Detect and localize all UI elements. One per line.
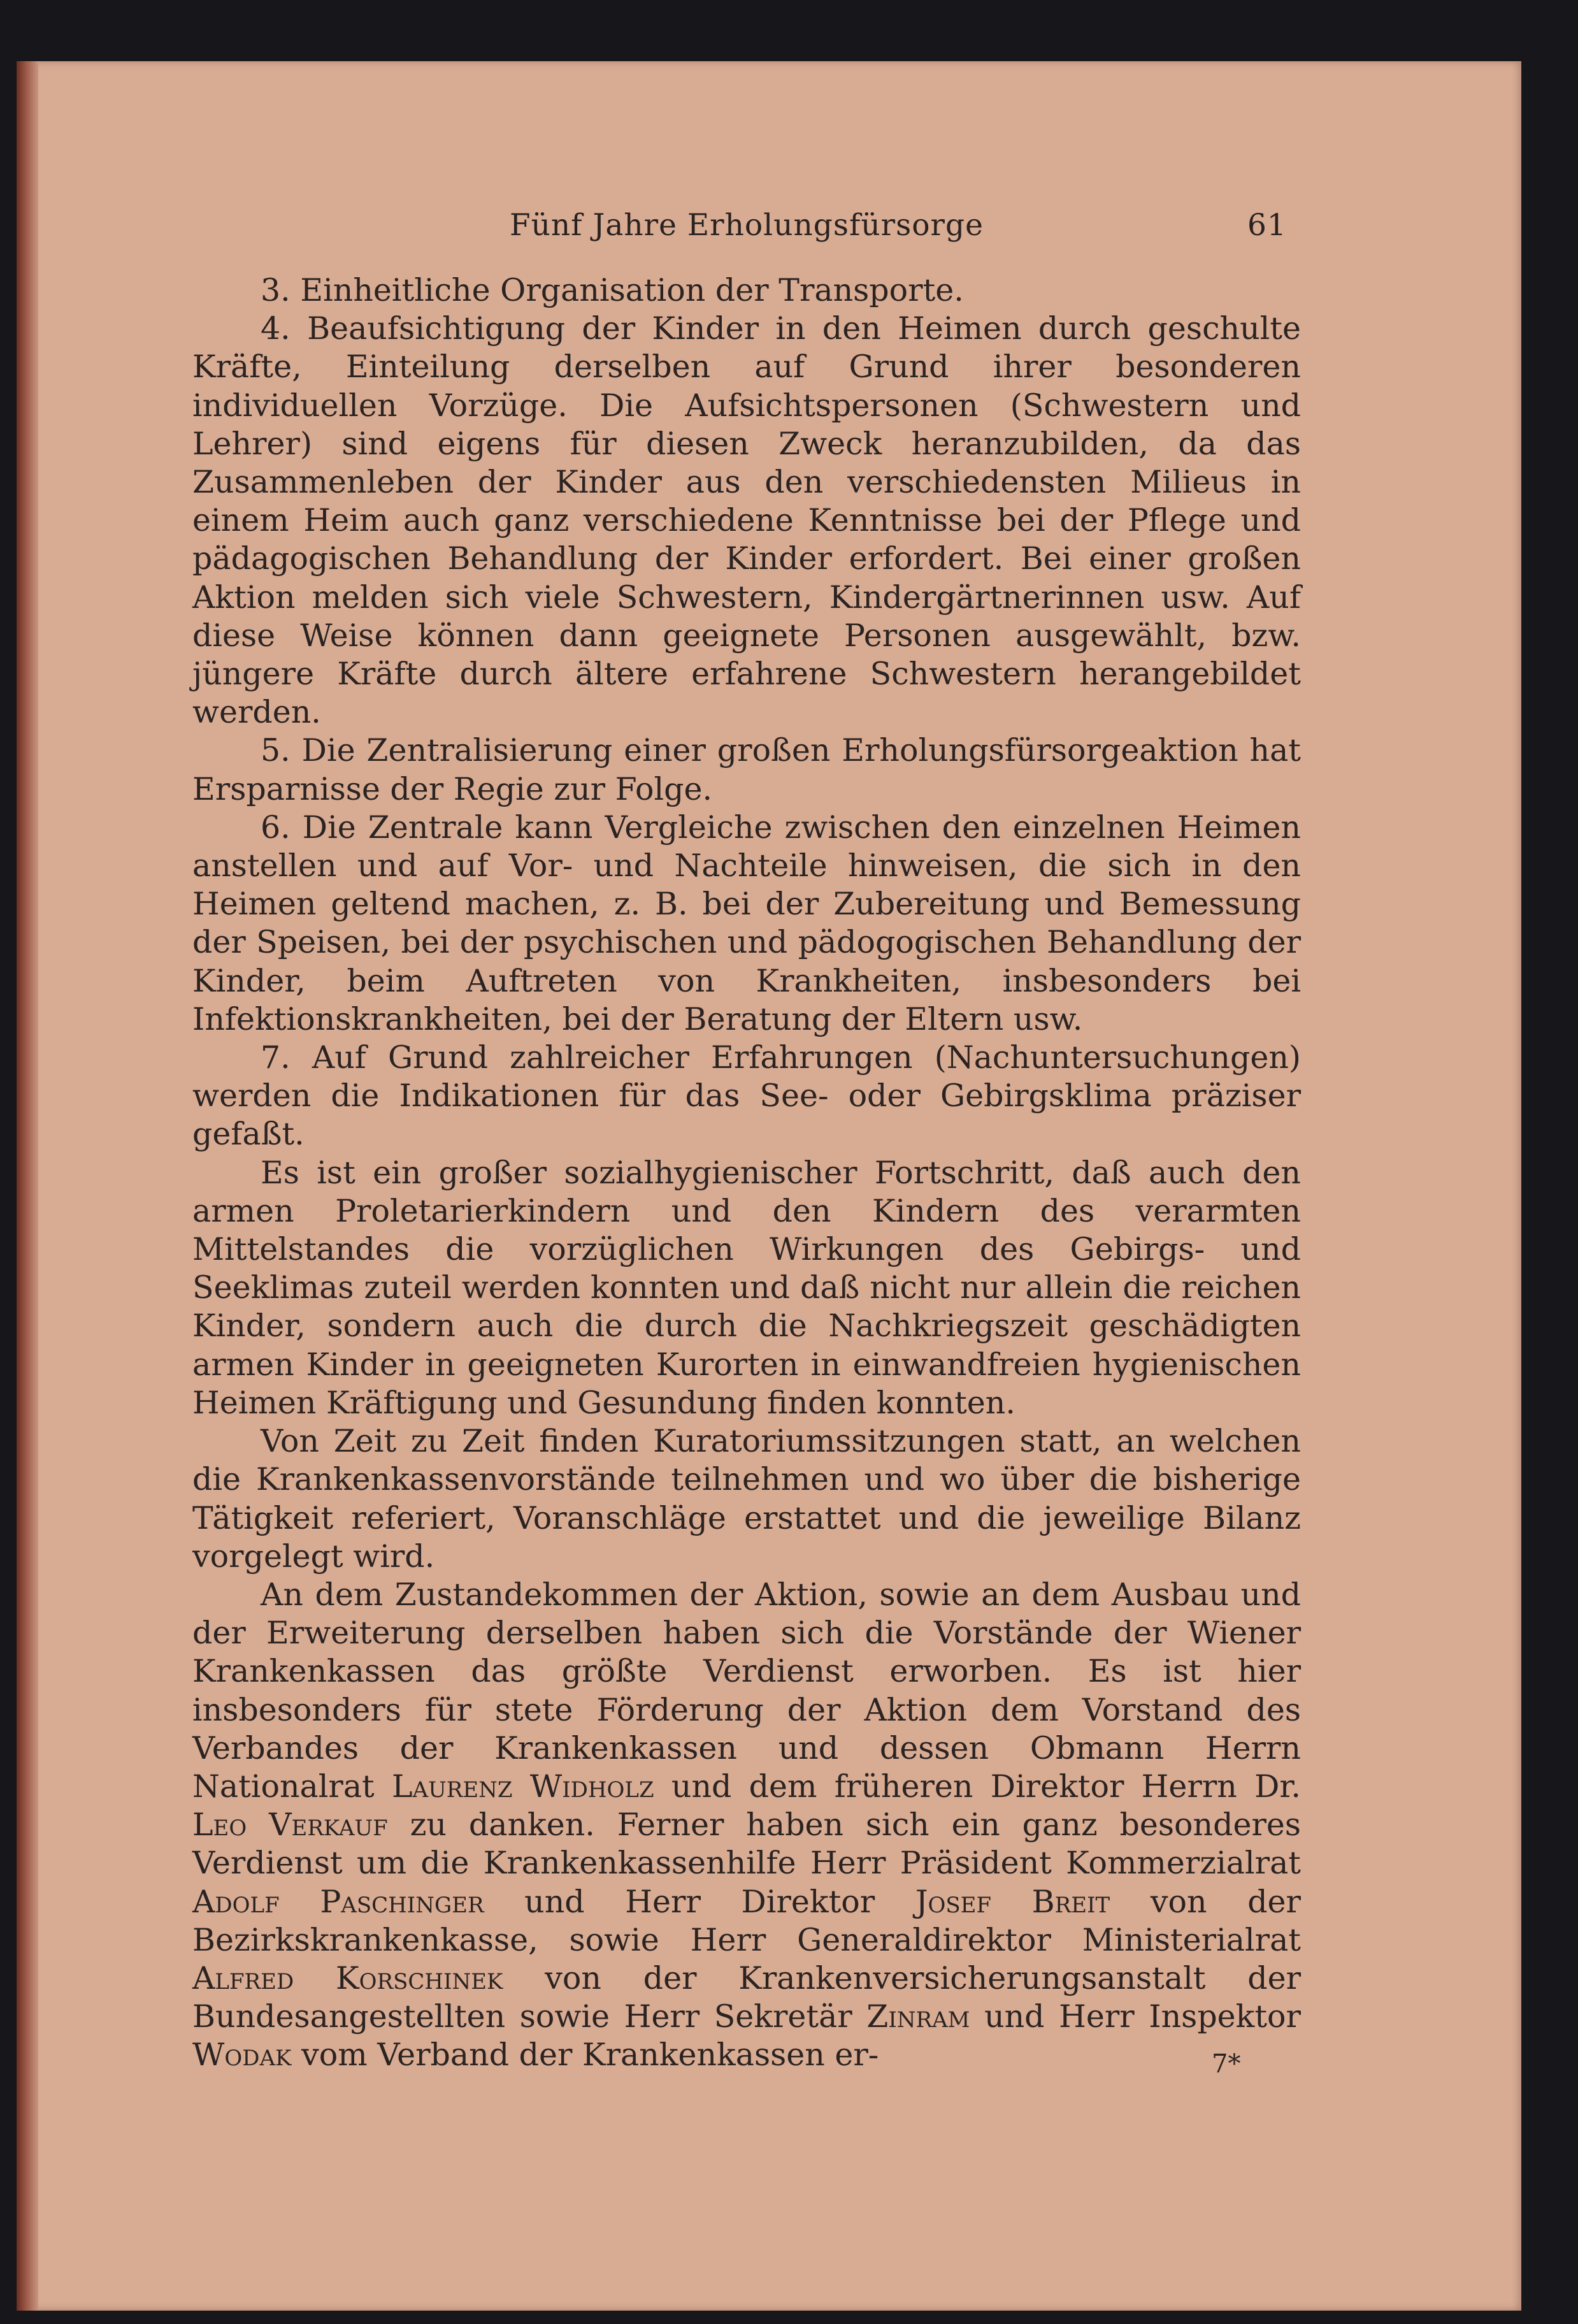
person-name: Zinram [866, 1998, 970, 2035]
text-run: und Herr Direktor [484, 1883, 915, 1920]
page-binding-edge [17, 61, 38, 2311]
text-run: zu danken. Ferner haben sich ein ganz besonderes Verdienst um die Krankenkassenhilfe Herr Präsident Kommerzialrat [192, 1807, 1302, 1882]
text-run: und dem früheren Direktor Herrn Dr. [654, 1768, 1301, 1805]
paragraph [192, 271, 1301, 310]
page-number: 61 [1247, 208, 1287, 243]
text-run: und Herr Inspektor [970, 1998, 1301, 2035]
text-run: Es ist ein großer sozialhygienischer Fortschritt, daß auch den armen Proletarierkindern und den Kindern des verarmten Mittelstandes die vorzüglichen Wirkungen des Gebirgs- und Seeklimas zuteil werden konnten und daß nicht nur allein die reichen Kinder, sondern auch die durch die Nachkriegszeit geschädigten armen Kinder in geeigneten Kurorten in einwandfreien hygienischen Heimen Kräftigung und Gesundung finden konnten. [192, 1154, 1301, 1421]
text-run: 6. Die Zentrale kann Vergleiche zwischen den einzelnen Heimen anstellen und auf Vor- und Nachteile hinweisen, die sich in den Heimen geltend machen, z. B. bei der Zubereitung und Bemessung der Speisen, bei der psychischen und pädogogischen Behandlung der Kinder, beim Auftreten von Krankheiten, insbesonders bei Infektionskrankheiten, bei der Beratung der Eltern usw. [192, 809, 1301, 1037]
person-name: Josef Breit [915, 1883, 1110, 1920]
text-run: Von Zeit zu Zeit finden Kuratoriumssitzungen statt, an welchen die Krankenkassenvorstände teilnehmen und wo über die bisherige Tätigkeit referiert, Voranschläge erstattet und die jeweilige Bilanz vorgelegt wird. [192, 1423, 1301, 1575]
paragraph [192, 310, 1301, 732]
text-run: 7. Auf Grund zahlreicher Erfahrungen (Nachuntersuchungen) werden die Indikationen für das See- oder Gebirgsklima präziser gefaßt. [192, 1039, 1301, 1153]
paragraph [192, 1154, 1301, 1422]
paragraph [192, 1576, 1301, 2075]
paragraph [192, 732, 1301, 808]
book-page [17, 61, 1521, 2311]
person-name: Alfred Korschinek [192, 1960, 503, 1996]
printer-signature-mark: 7* [1212, 2049, 1241, 2079]
text-run: von der Krankenversicherungsanstalt der Bundesangestellten sowie Herr Sekretär [192, 1960, 1302, 2035]
text-run: 3. Einheitliche Organisation der Transporte. [261, 272, 964, 308]
text-run: vom Verband der Krankenkassen er- [291, 2037, 879, 2074]
text-run: 5. Die Zentralisierung einer großen Erholungsfürsorgeaktion hat Ersparnisse der Regie zur Folge. [192, 732, 1301, 807]
text-run: von der Bezirkskrankenkasse, sowie Herr Generaldirektor Ministerialrat [192, 1883, 1301, 1958]
person-name: Adolf Paschinger [192, 1883, 484, 1920]
body-text [192, 271, 1301, 2075]
person-name: Laurenz Widholz [392, 1768, 654, 1805]
running-header-title: Fünf Jahre Erholungsfürsorge [510, 208, 984, 243]
paragraph [192, 1039, 1301, 1154]
paragraph [192, 809, 1301, 1039]
person-name: Wodak [192, 2037, 292, 2074]
paragraph [192, 1422, 1301, 1576]
text-run: 4. Beaufsichtigung der Kinder in den Heimen durch geschulte Kräfte, Einteilung derselben auf Grund ihrer besonderen individuellen Vorzüge. Die Aufsichtspersonen (Schwestern und Lehrer) sind eigens für diesen Zweck heranzubilden, da das Zusammenleben der Kinder aus den verschiedensten Milieus in einem Heim auch ganz verschiedene Kenntnisse bei der Pflege und pädagogischen Behandlung der Kinder erfordert. Bei einer großen Aktion melden sich viele Schwestern, Kindergärtnerinnen usw. Auf diese Weise können dann geeignete Personen ausgewählt, bzw. jüngere Kräfte durch ältere erfahrene Schwestern herangebildet werden. [192, 310, 1301, 731]
person-name: Leo Verkauf [192, 1807, 388, 1844]
text-run: An dem Zustandekommen der Aktion, sowie an dem Ausbau und der Erweiterung derselben haben sich die Vorstände der Wiener Krankenkassen das größte Verdienst erworben. Es ist hier insbesonders für stete Förderung der Aktion dem Vorstand des Verbandes der Krankenkassen und dessen Obmann Herrn Nationalrat [192, 1576, 1301, 1805]
